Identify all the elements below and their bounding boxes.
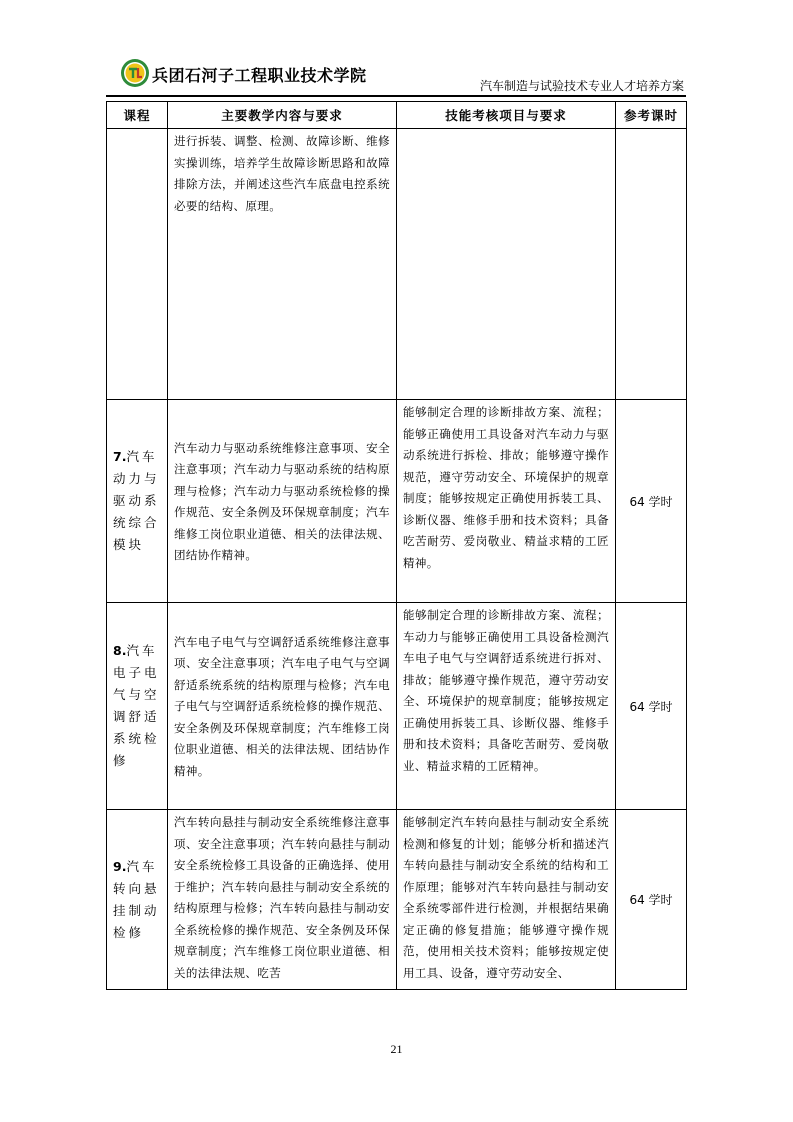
course-table [106, 101, 687, 990]
header-content: 主要教学内容与要求 [168, 102, 397, 129]
hours-cell: 64 学时 [616, 810, 687, 990]
header-hours: 参考课时 [616, 102, 687, 129]
header-course: 课程 [107, 102, 168, 129]
course-number: 7. [113, 449, 127, 464]
header-divider [106, 95, 686, 97]
content-cell: 汽车转向悬挂与制动安全系统维修注意事项、安全注意事项；汽车转向悬挂与制动安全系统检修工具设备的正确选择、使用于维护；汽车转向悬挂与制动安全系统的结构原理与检修；汽车转向悬挂与制动安全系统检修的操作规范、安全条例及环保规章制度；汽车维修工岗位职业道德、相关的法律法规、吃苦 [168, 810, 397, 990]
table-header-row [107, 102, 687, 129]
page-number: 21 [390, 1042, 403, 1056]
content-cell: 汽车动力与驱动系统维修注意事项、安全注意事项；汽车动力与驱动系统的结构原理与检修；汽车动力与驱动系统检修的操作规范、安全条例及环保规章制度；汽车维修工岗位职业道德、相关的法律法规、团结协作精神。 [168, 400, 397, 603]
course-number: 9. [113, 858, 127, 874]
course-cell [107, 400, 168, 603]
skills-cell: 能够制定合理的诊断排故方案、流程；车动力与能够正确使用工具设备检测汽车电子电气与空调舒适系统进行拆对、排故；能够遵守操作规范，遵守劳动安全、环境保护的规章制度；能够按规定正确使用拆装工具、诊断仪器、维修手册和技术资料；具备吃苦耐劳、爱岗敬业、精益求精的工匠精神。 [397, 603, 616, 810]
hours-cell: 64 学时 [616, 603, 687, 810]
table-row [107, 603, 687, 810]
table-row [107, 129, 687, 400]
school-logo-icon [120, 58, 150, 88]
content-cell: 进行拆装、调整、检测、故障诊断、维修实操训练，培养学生故障诊断思路和故障排除方法，并阐述这些汽车底盘电控系统必要的结构、原理。 [168, 129, 397, 400]
skills-cell: 能够制定合理的诊断排故方案、流程；能够正确使用工具设备对汽车动力与驱动系统进行拆检、排故；能够遵守操作规范，遵守劳动安全、环境保护的规章制度；能够按规定正确使用拆装工具、诊断仪器、维修手册和技术资料；具备吃苦耐劳、爱岗敬业、精益求精的工匠精神。 [397, 400, 616, 603]
page-header [106, 50, 686, 96]
table-row [107, 400, 687, 603]
hours-cell: 64 学时 [616, 400, 687, 603]
header-skills: 技能考核项目与要求 [397, 102, 616, 129]
course-name: 汽车动力与驱动系统综合模块 [113, 449, 160, 552]
document-title: 汽车制造与试验技术专业人才培养方案 [479, 79, 684, 93]
skills-cell [397, 129, 616, 400]
content-cell: 汽车电子电气与空调舒适系统维修注意事项、安全注意事项；汽车电子电气与空调舒适系统系统的结构原理与检修；汽车电子电气与空调舒适系统检修的操作规范、安全条例及环保规章制度；汽车维修工岗位职业道德、相关的法律法规、团结协作精神。 [168, 603, 397, 810]
course-name: 汽车转向悬挂制动检修 [113, 858, 160, 940]
school-name: 兵团石河子工程职业技术学院 [152, 66, 367, 85]
table-row [107, 810, 687, 990]
course-name: 汽车电子电气与空调舒适系统检修 [113, 643, 160, 768]
hours-cell [616, 129, 687, 400]
skills-cell: 能够制定汽车转向悬挂与制动安全系统检测和修复的计划；能够分析和描述汽车转向悬挂与制动安全系统的结构和工作原理；能够对汽车转向悬挂与制动安全系统零部件进行检测，并根据结果确定正确的修复措施；能够遵守操作规范，使用相关技术资料；能够按规定使用工具、设备，遵守劳动安全、 [397, 810, 616, 990]
course-cell [107, 129, 168, 400]
course-number: 8. [113, 643, 127, 658]
course-cell [107, 603, 168, 810]
course-cell [107, 810, 168, 990]
